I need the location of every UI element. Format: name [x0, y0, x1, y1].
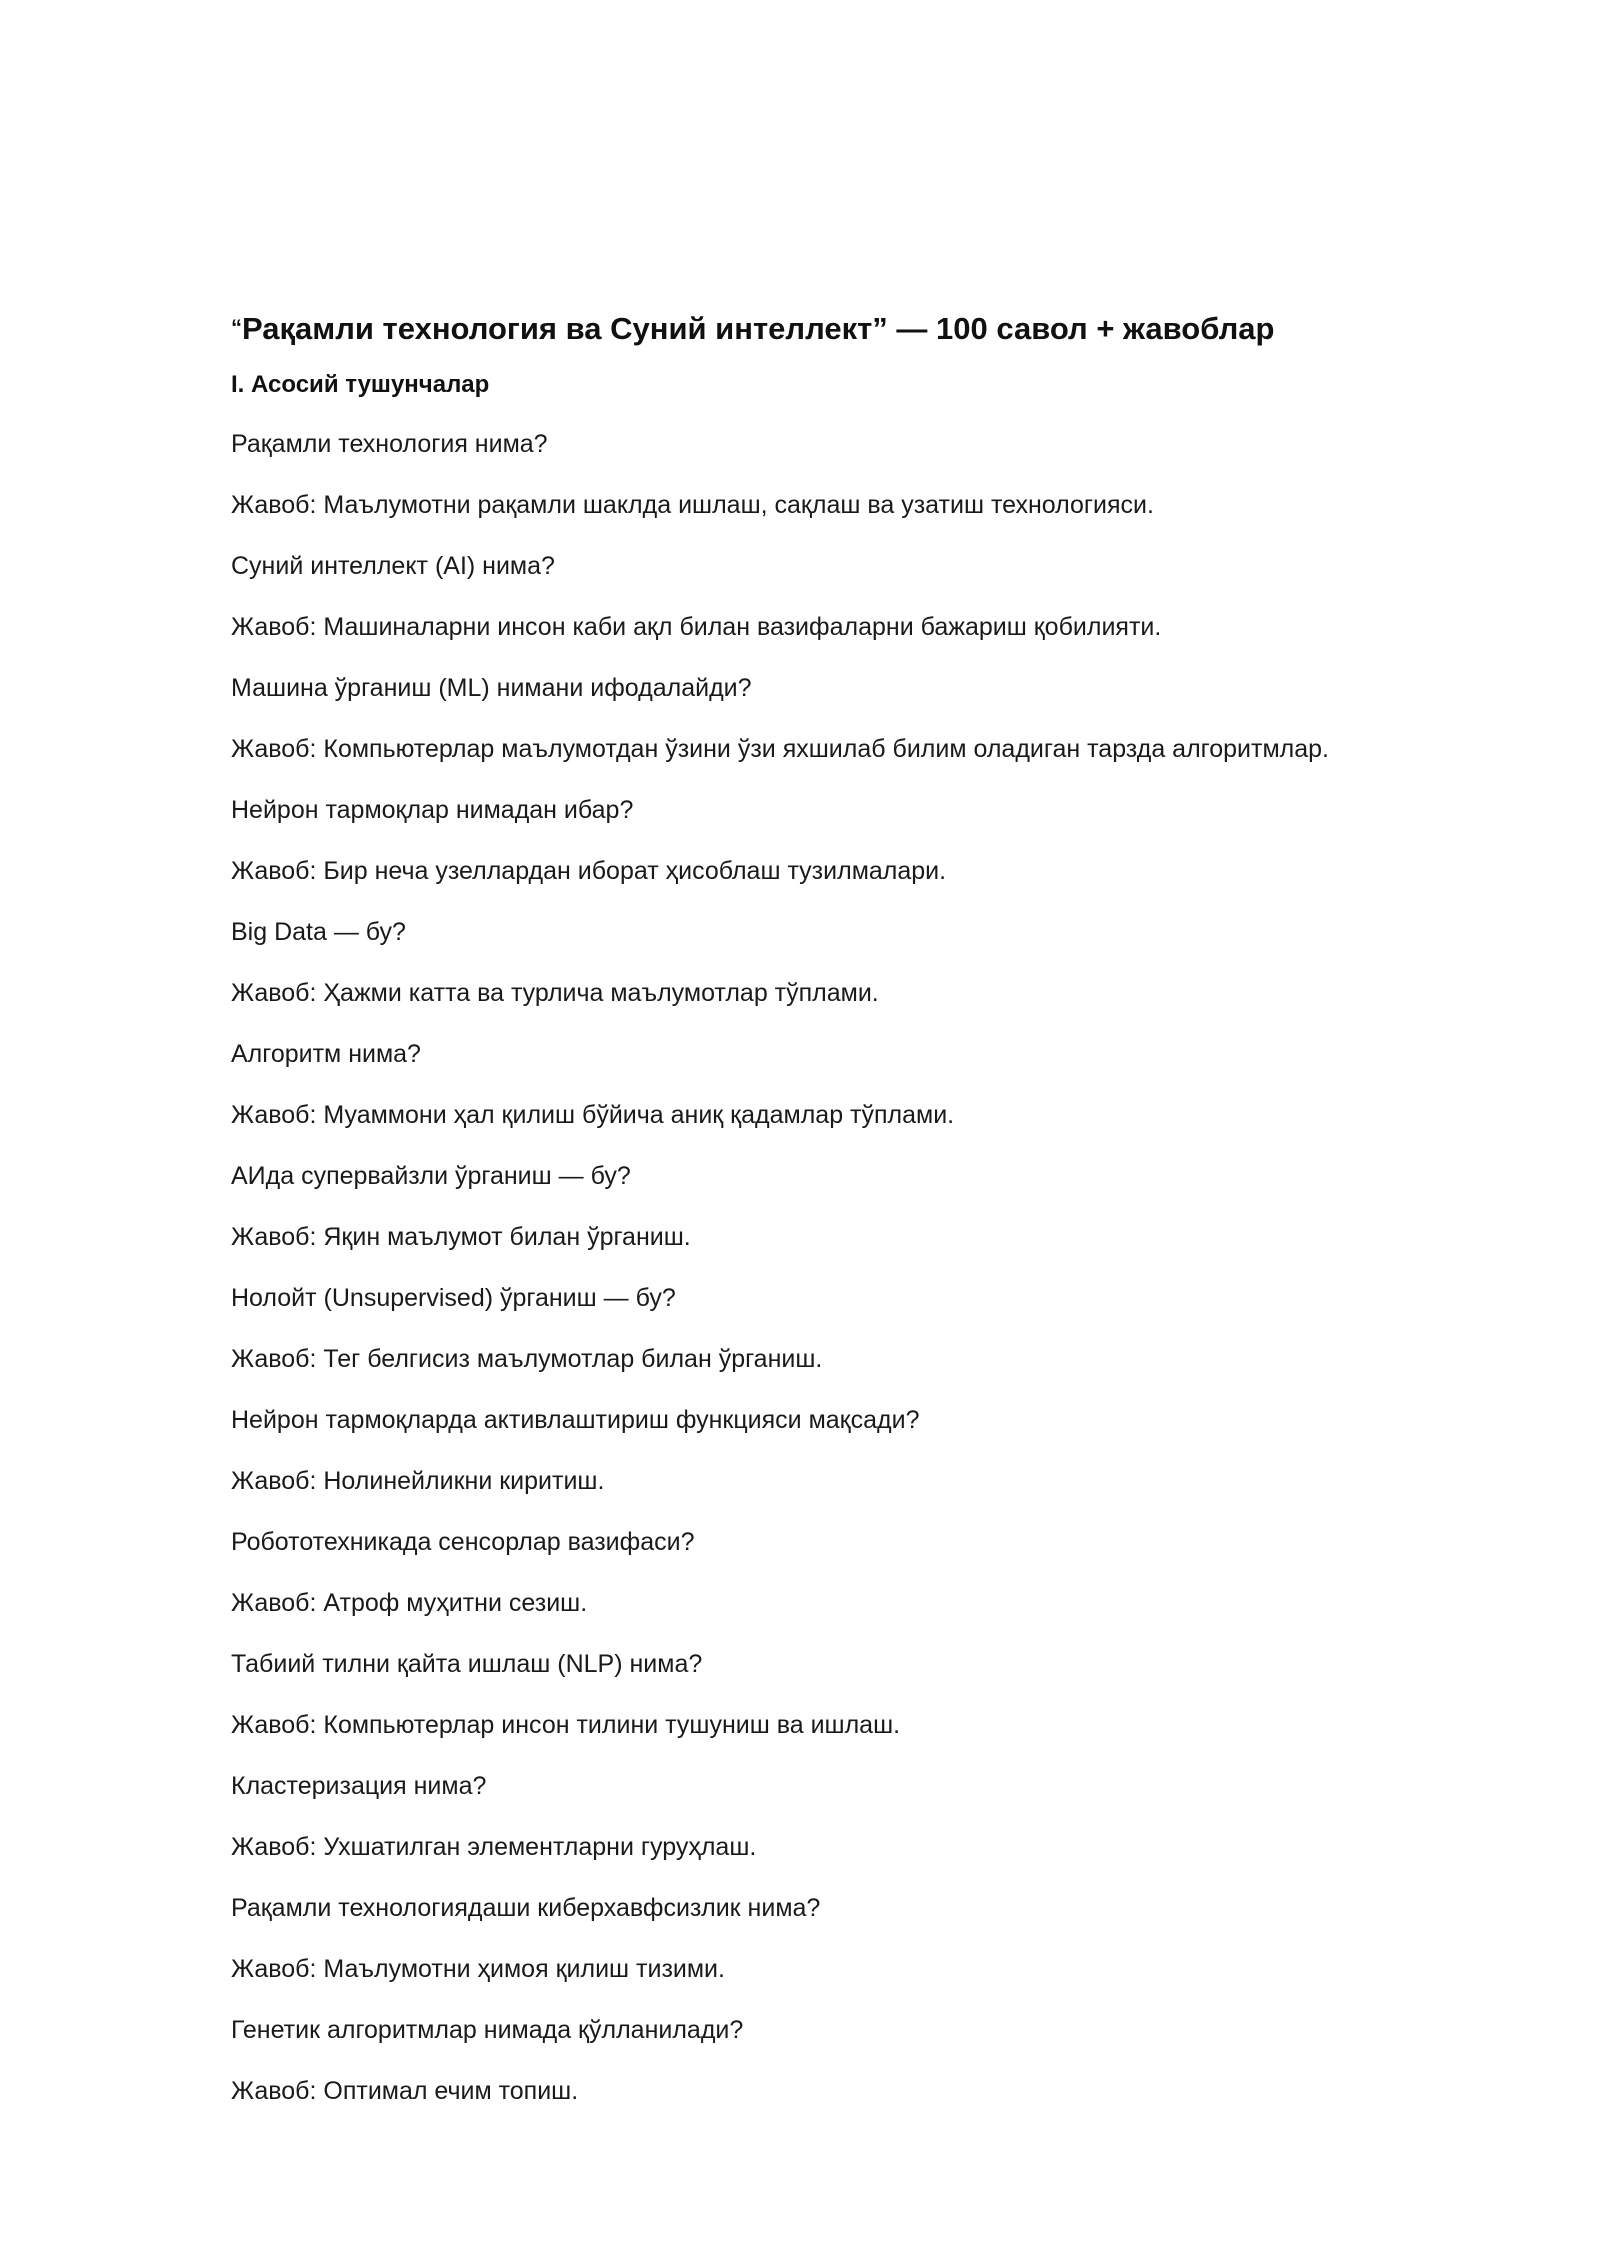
answer-line: Жавоб: Муаммони ҳал қилиш бўйича аниқ қадамлар тўплами.: [231, 1101, 955, 1129]
answer-line: Жавоб: Нолинейликни киритиш.: [231, 1467, 605, 1495]
question-line: Нолойт (Unsupervised) ўрганиш — бу?: [231, 1284, 676, 1312]
question-line: Кластеризация нима?: [231, 1772, 487, 1800]
answer-line: Жавоб: Машиналарни инсон каби ақл билан вазифаларни бажариш қобилияти.: [231, 613, 1162, 641]
title-opening-quote: “: [231, 315, 242, 340]
question-line: Робототехникада сенсорлар вазифаси?: [231, 1528, 695, 1556]
title-rest-text: — 100 савол + жавоблар: [887, 311, 1275, 346]
question-line: Алгоритм нима?: [231, 1040, 421, 1068]
answer-line: Жавоб: Ҳажми катта ва турлича маълумотлар тўплами.: [231, 979, 879, 1007]
question-line: Рақамли технологиядаши киберхавфсизлик нима?: [231, 1894, 821, 1922]
answer-line: Жавоб: Компьютерлар инсон тилини тушуниш ва ишлаш.: [231, 1711, 901, 1739]
question-line: Машина ўрганиш (ML) нимани ифодалайди?: [231, 674, 752, 702]
answer-line: Жавоб: Яқин маълумот билан ўрганиш.: [231, 1223, 691, 1251]
question-line: Генетик алгоритмлар нимада қўлланилади?: [231, 2016, 744, 2044]
qa-list: [231, 414, 1531, 2122]
section-heading: I. Асосий тушунчалар: [231, 371, 490, 398]
answer-line: Жавоб: Оптимал ечим топиш.: [231, 2077, 579, 2105]
answer-line: Жавоб: Маълумотни ҳимоя қилиш тизими.: [231, 1955, 725, 1983]
question-line: Big Data — бу?: [231, 918, 406, 946]
answer-line: Жавоб: Тег белгисиз маълумотлар билан ўрганиш.: [231, 1345, 823, 1373]
question-line: АИда супервайзли ўрганиш — бу?: [231, 1162, 631, 1190]
answer-line: Жавоб: Компьютерлар маълумотдан ўзини ўзи яхшилаб билим оладиган тарзда алгоритмлар.: [231, 735, 1329, 763]
title-main-text: Рақамли технология ва Суний интеллект”: [242, 311, 888, 346]
question-line: Табиий тилни қайта ишлаш (NLP) нима?: [231, 1650, 703, 1678]
answer-line: Жавоб: Ухшатилган элементларни гуруҳлаш.: [231, 1833, 757, 1861]
answer-line: Жавоб: Бир неча узеллардан иборат ҳисоблаш тузилмалари.: [231, 857, 947, 885]
answer-line: Жавоб: Маълумотни рақамли шаклда ишлаш, сақлаш ва узатиш технологияси.: [231, 491, 1154, 519]
answer-line: Жавоб: Атроф муҳитни сезиш.: [231, 1589, 588, 1617]
document-title: [231, 300, 1531, 356]
question-line: Рақамли технология нима?: [231, 430, 548, 458]
document-content: [231, 300, 1531, 2122]
question-line: Нейрон тармоқларда активлаштириш функцияси мақсади?: [231, 1406, 920, 1434]
question-line: Нейрон тармоқлар нимадан ибар?: [231, 796, 634, 824]
question-line: Суний интеллект (AI) нима?: [231, 552, 555, 580]
